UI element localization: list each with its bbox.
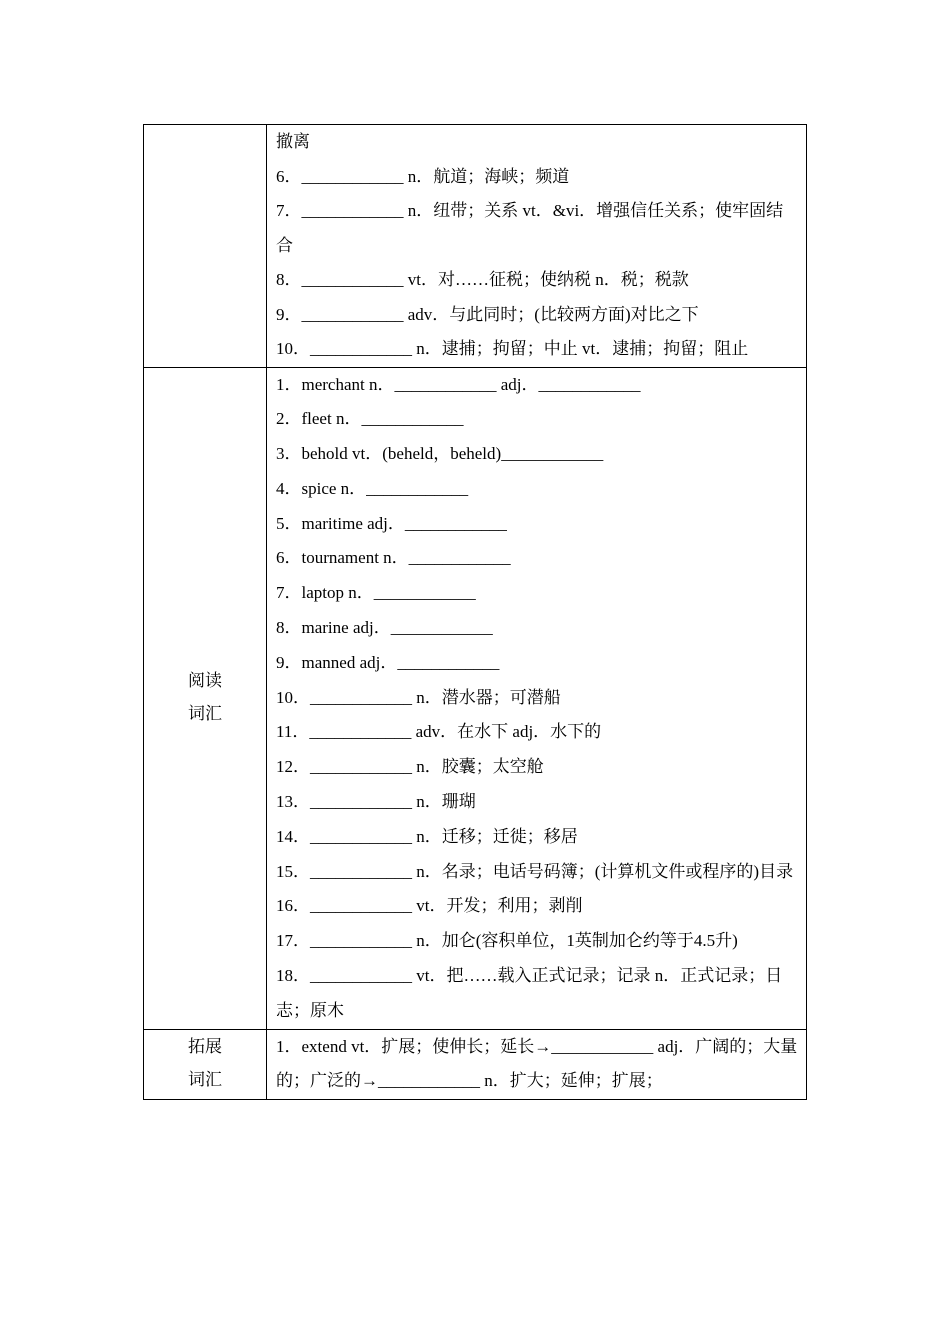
label-line: 词汇 (188, 704, 222, 725)
vocab-line: 17．____________ n．加仑(容积单位，1英制加仑约等于4.5升) (276, 931, 738, 951)
vocab-line: 12．____________ n．胶囊；太空舱 (276, 757, 544, 777)
vocab-line: 6．____________ n．航道；海峡；频道 (276, 166, 570, 186)
table-row (144, 125, 807, 368)
vocab-line: 5．maritime adj．____________ (276, 513, 507, 533)
vocab-line: 6．tournament n．____________ (276, 548, 511, 568)
vocab-line: 撤离 (276, 132, 310, 151)
vocab-line: 16．____________ vt．开发；利用；剥削 (276, 896, 583, 916)
label-line: 词汇 (188, 1070, 222, 1091)
row-label-empty (144, 125, 267, 368)
table-row (144, 1029, 807, 1100)
vocab-line: 13．____________ n．珊瑚 (276, 792, 476, 812)
vocab-content-cell (267, 125, 807, 368)
vocab-content-cell (267, 1029, 807, 1100)
vocab-line: 10．____________ n．逮捕；拘留；中止 vt．逮捕；拘留；阻止 (276, 339, 749, 358)
table-row (144, 367, 807, 1029)
vocab-line: 9．____________ adv．与此同时；(比较两方面)对比之下 (276, 304, 699, 324)
label-line: 阅读 (188, 671, 222, 692)
vocabulary-table (143, 124, 807, 1100)
vocab-line: 8．marine adj．____________ (276, 618, 493, 638)
vocab-line: 1．merchant n．____________ adj．____________ (276, 374, 641, 394)
vocab-line: 10．____________ n．潜水器；可潜船 (276, 687, 561, 707)
vocab-line: 7．laptop n．____________ (276, 583, 476, 603)
vocab-line: 14．____________ n．迁移；迁徙；移居 (276, 826, 578, 846)
row-label-extended-vocab (144, 1029, 267, 1100)
row-label-reading-vocab (144, 367, 267, 1029)
vocab-content-cell (267, 367, 807, 1029)
vocab-line: 2．fleet n．____________ (276, 409, 464, 429)
vocab-line: 9．manned adj．____________ (276, 652, 500, 672)
vocab-line: 7．____________ n．纽带；关系 vt．&vi．增强信任关系；使牢固结合 (276, 201, 784, 255)
vocab-line: 11．____________ adv．在水下 adj．水下的 (276, 722, 602, 742)
vocab-line: 15．____________ n．名录；电话号码簿；(计算机文件或程序的)目录 (276, 861, 794, 881)
vocab-line: 1．extend vt．扩展；使伸长；延长→____________ adj．广阔的；大量的；广泛的→____________ n．扩大；延伸；扩展； (276, 1036, 798, 1091)
vocab-line: 18．____________ vt．把……载入正式记录；记录 n．正式记录；日志；原木 (276, 966, 783, 1020)
vocab-line: 8．____________ vt．对……征税；使纳税 n．税；税款 (276, 270, 689, 289)
label-line: 拓展 (188, 1037, 222, 1058)
vocab-line: 4．spice n．____________ (276, 478, 469, 498)
vocab-line: 3．behold vt．(beheld，beheld)____________ (276, 444, 604, 464)
